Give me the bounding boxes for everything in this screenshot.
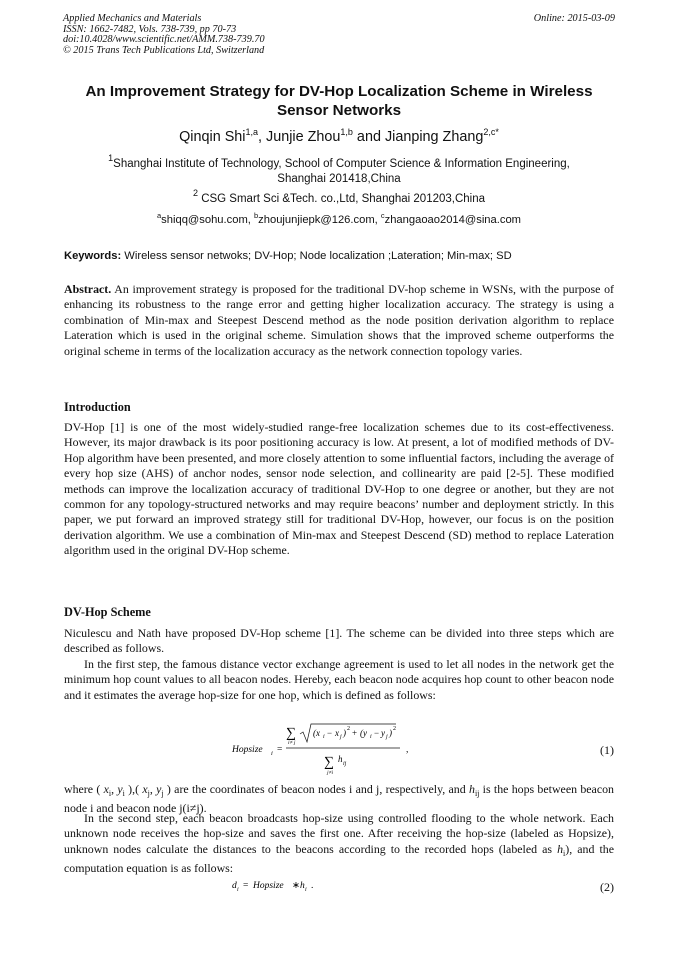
email-sup: c bbox=[380, 211, 385, 220]
svg-text:∑: ∑ bbox=[286, 726, 296, 741]
text-fragment: In the second step, each beacon broadcasts hop-size using controlled flooding to the whole network. Each unknown node receives the hop-size and saves the first one. After receiving the hop-size (labeled as Hopsize), unknown nodes calculate the distances to the beacons according to the recorded hops (labeled as bbox=[64, 811, 614, 856]
abstract-text: An improvement strategy is proposed for the traditional DV-hop scheme in WSNs, with the purpose of enhancing its robustness to the range error and getting higher localization accuracy. The strategy is using a combination of Min-max and Steepest Descend method as the node position derivation algorithm to replace Lateration which is used in the original scheme. Simulation shows that the improved scheme outperforms the original scheme in terms of the localization accuracy as the network connection topology varies. bbox=[64, 282, 614, 358]
svg-text:d: d bbox=[232, 881, 237, 891]
email-sup: b bbox=[254, 211, 259, 220]
author-sup: 1,b bbox=[340, 127, 353, 137]
issn: ISSN: 1662-7482, Vols. 738-739, pp 70-73 bbox=[63, 23, 237, 35]
svg-text:2: 2 bbox=[393, 726, 396, 732]
author-separator: , bbox=[258, 129, 267, 145]
introduction-text: DV-Hop [1] is one of the most widely-studied range-free localization schemes due to its cost-effectiveness. However, its major drawback is its poor positioning accuracy is low. At present, a lot of modified methods of DV-Hop algorithm have been presented, and more closely attention to some influential factors, including the average of every hop size (AHS) of anchor nodes, sensor node selection, and collinearity are paid [2-5]. These modified methods can improve the localization accuracy of traditional DV-Hop to one degree or another, but they are not common for any topology-structured networks and may require beacons’ number and deployment strictly. In this paper, we put forward an improved strategy still for traditional DV-Hop, however, our focus is on the position derivation algorithm. We use a combination of Min-max and Steepest Descend (SD) method to replace Lateration algorithm used in the original DV-Hop scheme. bbox=[64, 420, 614, 558]
author-list bbox=[0, 129, 678, 145]
svg-text:=: = bbox=[277, 745, 283, 755]
dvhop-paragraph-3: where ( $x_i$, $y_i$ ),( $x_j$, $y_j$ ) are the coordinates of beacon nodes i and j, respectively, and $h_{ij}$ is the hops between beacon node i and beacon node j(i≠j). bbox=[64, 782, 615, 816]
author-sup: 2,c* bbox=[483, 127, 499, 137]
text-fragment: ), and the computation equation is as follows: bbox=[64, 841, 614, 876]
svg-text:−: − bbox=[374, 728, 380, 738]
keywords-label: Keywords: bbox=[64, 250, 122, 262]
svg-text:2: 2 bbox=[347, 726, 350, 732]
text-fragment: is the hops between beacon node i and beacon node j(i≠j). bbox=[64, 782, 615, 816]
svg-text:i≠ j: i≠ j bbox=[288, 740, 296, 746]
svg-text:j≠i: j≠i bbox=[327, 770, 334, 776]
abstract-label: Abstract. bbox=[64, 282, 112, 296]
dvhop-paragraph-1: Niculescu and Nath have proposed DV-Hop scheme [1]. The scheme can be divided into three steps which are described as follows. bbox=[64, 626, 614, 656]
affiliation-line: Shanghai Institute of Technology, School of Computer Science & Information Engineering, bbox=[113, 158, 570, 170]
svg-text:j: j bbox=[340, 734, 342, 740]
svg-text:y: y bbox=[381, 728, 385, 738]
paper-title: An Improvement Strategy for DV-Hop Localization Scheme in Wireless Sensor Networks bbox=[85, 83, 593, 119]
equation-1-number: (1) bbox=[600, 743, 614, 757]
keywords-text: Wireless sensor netwoks; DV-Hop; Node localization ;Lateration; Min-max; SD bbox=[121, 250, 512, 262]
svg-text:h: h bbox=[300, 881, 305, 891]
svg-text:Hopsize: Hopsize bbox=[232, 745, 263, 755]
keywords bbox=[64, 250, 616, 262]
svg-text:x: x bbox=[335, 728, 339, 738]
affiliation-line: Shanghai 201418,China bbox=[277, 173, 401, 185]
affiliation-1 bbox=[60, 153, 618, 187]
svg-text:(x: (x bbox=[313, 728, 320, 738]
abstract bbox=[64, 282, 614, 359]
svg-text:): ) bbox=[389, 728, 392, 738]
svg-text:j: j bbox=[386, 734, 388, 740]
svg-text:i: i bbox=[305, 887, 307, 893]
text-fragment: ) are the coordinates of beacon nodes i and j, respectively, and bbox=[163, 782, 469, 796]
email-sup: a bbox=[157, 211, 162, 220]
text-fragment: where ( bbox=[64, 782, 104, 796]
email-link[interactable]: shiqq@sohu.com, bbox=[161, 214, 254, 226]
equation-2 bbox=[228, 876, 348, 896]
email-link[interactable]: zhoujunjiepk@126.com, bbox=[258, 214, 381, 226]
author-sup: 1,a bbox=[245, 127, 259, 137]
affiliation-sup: 1 bbox=[108, 153, 114, 163]
doi: doi:10.4028/www.scientific.net/AMM.738-739.70 bbox=[63, 34, 265, 46]
equation-1 bbox=[228, 722, 448, 778]
svg-text:.: . bbox=[311, 881, 314, 891]
dvhop-heading: DV-Hop Scheme bbox=[64, 605, 151, 619]
svg-text:i: i bbox=[237, 887, 239, 893]
svg-text:=: = bbox=[243, 881, 249, 891]
svg-text:i: i bbox=[271, 750, 273, 757]
equation-2-number: (2) bbox=[600, 880, 614, 894]
author-name: Junjie Zhou bbox=[266, 129, 341, 145]
svg-text:): ) bbox=[343, 728, 346, 738]
author-name: Jianping Zhang bbox=[384, 129, 484, 145]
svg-text:i: i bbox=[370, 734, 372, 740]
affiliation-2 bbox=[60, 188, 618, 207]
journal-header bbox=[63, 14, 265, 56]
email-list bbox=[60, 211, 618, 226]
svg-text:Hopsize: Hopsize bbox=[253, 881, 284, 891]
author-and: and bbox=[352, 129, 385, 145]
svg-text:+: + bbox=[352, 728, 358, 738]
copyright: © 2015 Trans Tech Publications Ltd, Switzerland bbox=[63, 44, 265, 56]
affiliation-line: CSG Smart Sci &Tech. co.,Ltd, Shanghai 201203,China bbox=[201, 193, 486, 205]
hopsize-formula bbox=[228, 722, 448, 778]
text-fragment: ),( bbox=[124, 782, 143, 796]
dvhop-paragraph-2: In the first step, the famous distance vector exchange agreement is used to let all nodes in the network get the minimum hop count values to all beacon nodes. Hereby, each beacon node acquires hop count to other beacon node and it estimates the average hop-size for one hop, which is defined as follows: bbox=[64, 657, 614, 702]
svg-text:ij: ij bbox=[343, 761, 347, 767]
dvhop-paragraph-4: In the second step, each beacon broadcasts hop-size using controlled flooding to the whole network. Each unknown node receives the hop-size and saves the first one. After receiving the hop-size (labeled as Hopsize), unknown nodes calculate the distances to the beacons according to the recorded hops (labeled as $h_i$), and the computation equation is as follows: bbox=[64, 811, 614, 876]
svg-text:∑: ∑ bbox=[324, 755, 334, 770]
email-link[interactable]: zhangaoao2014@sina.com bbox=[384, 214, 521, 226]
svg-text:h: h bbox=[338, 754, 343, 764]
svg-text:,: , bbox=[406, 745, 409, 755]
svg-text:(y: (y bbox=[360, 728, 367, 738]
svg-text:i: i bbox=[323, 734, 325, 740]
svg-text:∗: ∗ bbox=[292, 881, 300, 891]
journal-name: Applied Mechanics and Materials bbox=[63, 13, 202, 24]
affiliation-sup: 2 bbox=[192, 188, 198, 198]
introduction-heading: Introduction bbox=[64, 400, 131, 414]
svg-text:−: − bbox=[327, 728, 333, 738]
distance-formula bbox=[228, 876, 348, 896]
online-date: Online: 2015-03-09 bbox=[533, 13, 615, 24]
author-name: Qinqin Shi bbox=[179, 129, 246, 145]
